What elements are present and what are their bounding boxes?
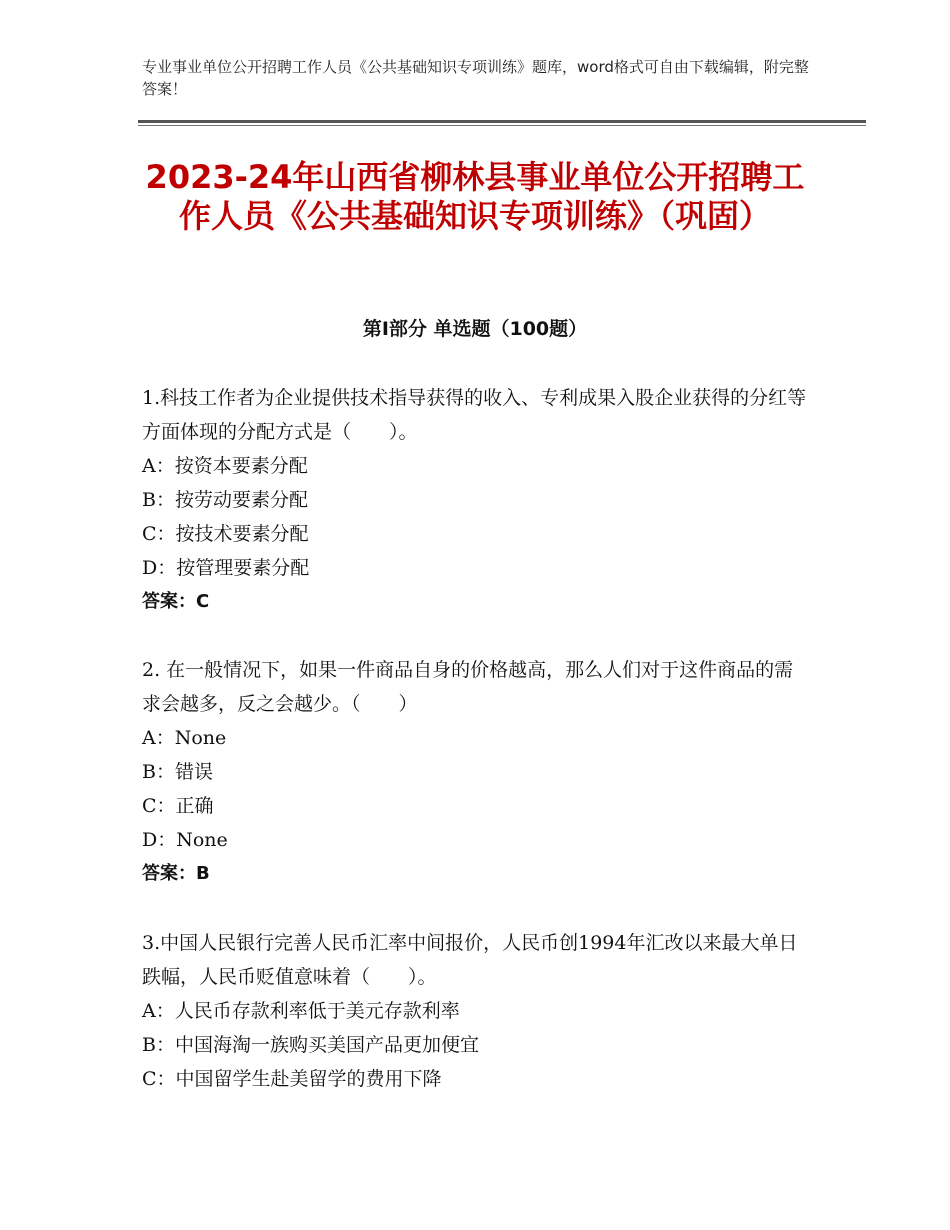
question-1 bbox=[142, 381, 812, 619]
option-a: A：人民币存款利率低于美元存款利率 bbox=[142, 1000, 460, 1022]
option-a: A：按资本要素分配 bbox=[142, 455, 308, 477]
header-note: 专业事业单位公开招聘工作人员《公共基础知识专项训练》题库，word格式可自由下载编辑，附完整答案！ bbox=[142, 58, 809, 98]
option-c: C：按技术要素分配 bbox=[142, 523, 309, 545]
header-rule-thick bbox=[138, 120, 866, 123]
option-c: C：中国留学生赴美留学的费用下降 bbox=[142, 1068, 442, 1090]
option-d: D：按管理要素分配 bbox=[142, 557, 310, 579]
question-stem: 2. 在一般情况下，如果一件商品自身的价格越高，那么人们对于这件商品的需求会越多，反之会越少。（ ） bbox=[142, 659, 794, 715]
question-3 bbox=[142, 926, 812, 1096]
answer-line: 答案：B bbox=[142, 863, 210, 884]
option-a: A：None bbox=[142, 727, 227, 749]
question-stem: 1.科技工作者为企业提供技术指导获得的收入、专利成果入股企业获得的分红等方面体现的分配方式是（ ）。 bbox=[142, 387, 807, 443]
option-d: D：None bbox=[142, 829, 228, 851]
question-2 bbox=[142, 653, 812, 891]
answer-line: 答案：C bbox=[142, 591, 210, 612]
option-c: C：正确 bbox=[142, 795, 214, 817]
section-title: 第Ⅰ部分 单选题（100题） bbox=[362, 318, 588, 340]
option-b: B：按劳动要素分配 bbox=[142, 489, 308, 511]
question-stem: 3.中国人民银行完善人民币汇率中间报价，人民币创1994年汇改以来最大单日跌幅，人民币贬值意味着（ ）。 bbox=[142, 932, 798, 988]
document-title: 2023-24年山西省柳林县事业单位公开招聘工作人员《公共基础知识专项训练》（巩固） bbox=[145, 158, 805, 235]
header-rule-thin bbox=[138, 125, 866, 126]
option-b: B：错误 bbox=[142, 761, 213, 783]
option-b: B：中国海淘一族购买美国产品更加便宜 bbox=[142, 1034, 479, 1056]
